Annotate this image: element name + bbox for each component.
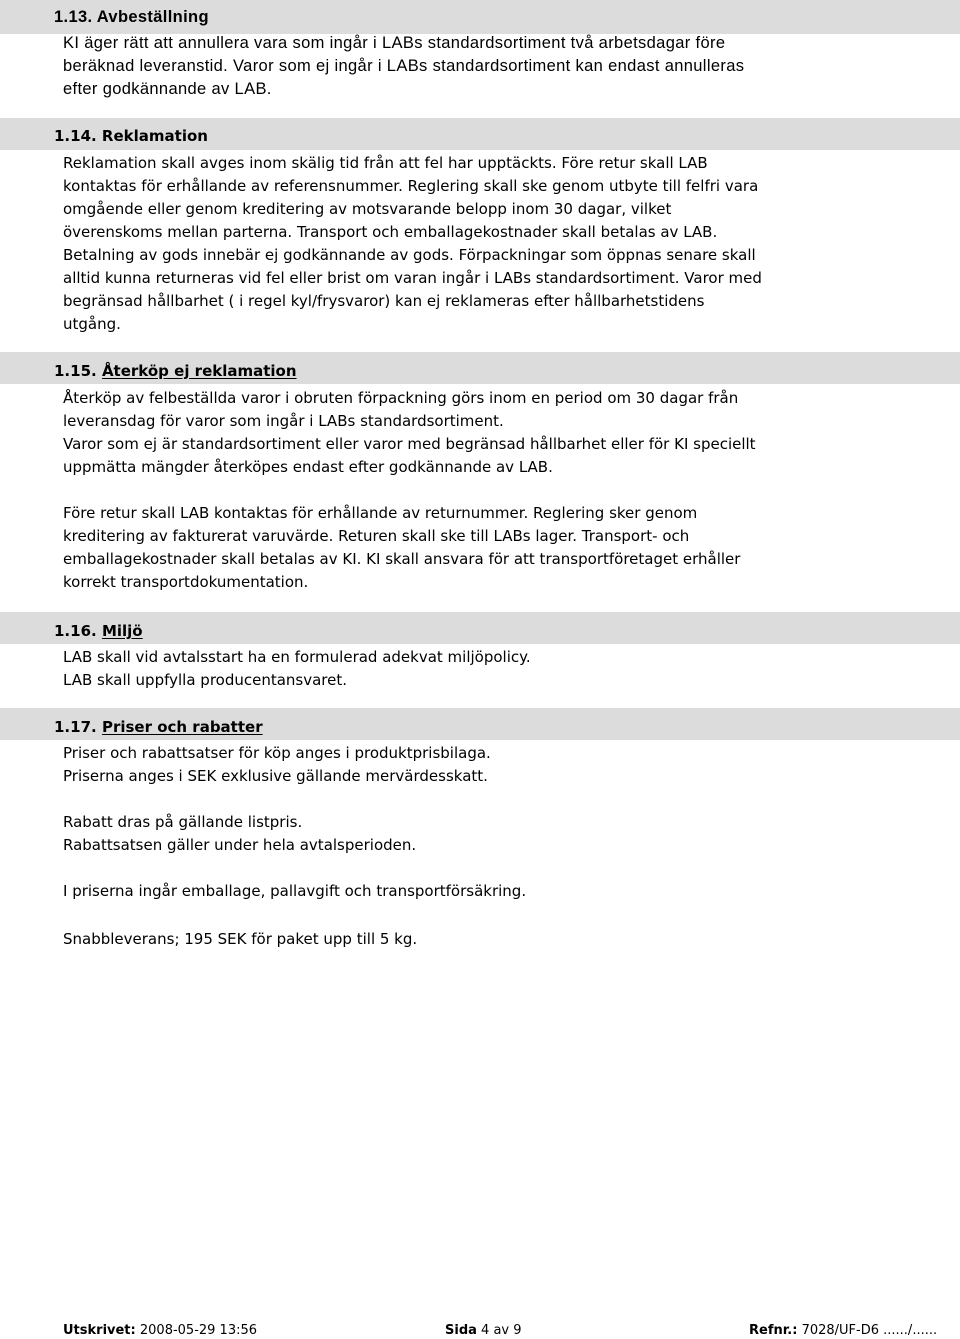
paragraph-line: Varor som ej är standardsortiment eller varor med begränsad hållbarhet eller för KI speciellt — [63, 435, 756, 453]
paragraph-line: emballagekostnader skall betalas av KI. KI skall ansvara för att transportföretaget erhåller — [63, 550, 741, 568]
paragraph-line: uppmätta mängder återköpes endast efter godkännande av LAB. — [63, 458, 553, 476]
section-heading-1-13: 1.13. Avbeställning — [54, 8, 209, 26]
section-heading-1-16 — [54, 621, 143, 641]
footer-ref-value: 7028/UF-D6 ....../...... — [801, 1323, 938, 1338]
section-band — [0, 612, 960, 644]
section-number: 1.17. — [54, 718, 97, 736]
paragraph-line: omgående eller genom kreditering av motsvarande belopp inom 30 dagar, vilket — [63, 200, 672, 218]
footer-page-label: Sida — [445, 1323, 477, 1338]
paragraph-line: alltid kunna returneras vid fel eller brist om varan ingår i LABs standardsortiment. Varor med — [63, 269, 762, 287]
paragraph-line: utgång. — [63, 315, 121, 333]
section-number: 1.16. — [54, 622, 97, 640]
footer-ref — [749, 1323, 937, 1339]
paragraph-line: Före retur skall LAB kontaktas för erhållande av returnummer. Reglering sker genom — [63, 504, 698, 522]
footer-ref-label: Refnr.: — [749, 1323, 798, 1338]
paragraph-line: Reklamation skall avges inom skälig tid från att fel har upptäckts. Före retur skall LAB — [63, 154, 708, 172]
paragraph-line: Betalning av gods innebär ej godkännande av gods. Förpackningar som öppnas senare skall — [63, 246, 756, 264]
footer-printed-value: 2008-05-29 13:56 — [139, 1323, 258, 1338]
paragraph-line: Återköp av felbeställda varor i obruten förpackning görs inom en period om 30 dagar från — [63, 389, 739, 407]
paragraph-line: KI äger rätt att annullera vara som ingår i LABs standardsortiment två arbetsdagar före — [63, 34, 726, 52]
paragraph-line: LAB skall vid avtalsstart ha en formulerad adekvat miljöpolicy. — [63, 648, 531, 666]
paragraph-line: Priserna anges i SEK exklusive gällande mervärdesskatt. — [63, 767, 488, 785]
section-heading-1-17 — [54, 717, 263, 737]
paragraph-line: Rabattsatsen gäller under hela avtalsperioden. — [63, 836, 417, 854]
footer-page — [445, 1323, 522, 1339]
section-title: Miljö — [101, 622, 143, 640]
paragraph-line: LAB skall uppfylla producentansvaret. — [63, 671, 348, 689]
section-number: 1.15. — [54, 362, 97, 380]
footer-page-value: 4 av 9 — [481, 1323, 522, 1338]
section-title: Priser och rabatter — [101, 718, 263, 736]
section-heading-1-15 — [54, 361, 297, 381]
footer-printed — [63, 1323, 257, 1339]
paragraph-line: Rabatt dras på gällande listpris. — [63, 813, 303, 831]
paragraph-line: efter godkännande av LAB. — [63, 80, 272, 98]
section-title: Återköp ej reklamation — [101, 362, 297, 380]
footer-printed-label: Utskrivet: — [63, 1323, 136, 1338]
paragraph-line: leveransdag för varor som ingår i LABs standardsortiment. — [63, 412, 504, 430]
paragraph-line: kontaktas för erhållande av referensnummer. Reglering skall ske genom utbyte till felfri vara — [63, 177, 759, 195]
paragraph-line: beräknad leveranstid. Varor som ej ingår i LABs standardsortiment kan endast annulleras — [63, 57, 745, 75]
section-heading-1-14: 1.14. Reklamation — [54, 127, 208, 145]
paragraph-line: överenskoms mellan parterna. Transport och emballagekostnader skall betalas av LAB. — [63, 223, 718, 241]
paragraph-line: Snabbleverans; 195 SEK för paket upp till 5 kg. — [63, 930, 418, 948]
paragraph-line: I priserna ingår emballage, pallavgift och transportförsäkring. — [63, 882, 527, 900]
paragraph-line: kreditering av fakturerat varuvärde. Returen skall ske till LABs lager. Transport- och — [63, 527, 690, 545]
paragraph-line: korrekt transportdokumentation. — [63, 573, 309, 591]
paragraph-line: begränsad hållbarhet ( i regel kyl/frysvaror) kan ej reklameras efter hållbarhetstidens — [63, 292, 705, 310]
paragraph-line: Priser och rabattsatser för köp anges i produktprisbilaga. — [63, 744, 491, 762]
